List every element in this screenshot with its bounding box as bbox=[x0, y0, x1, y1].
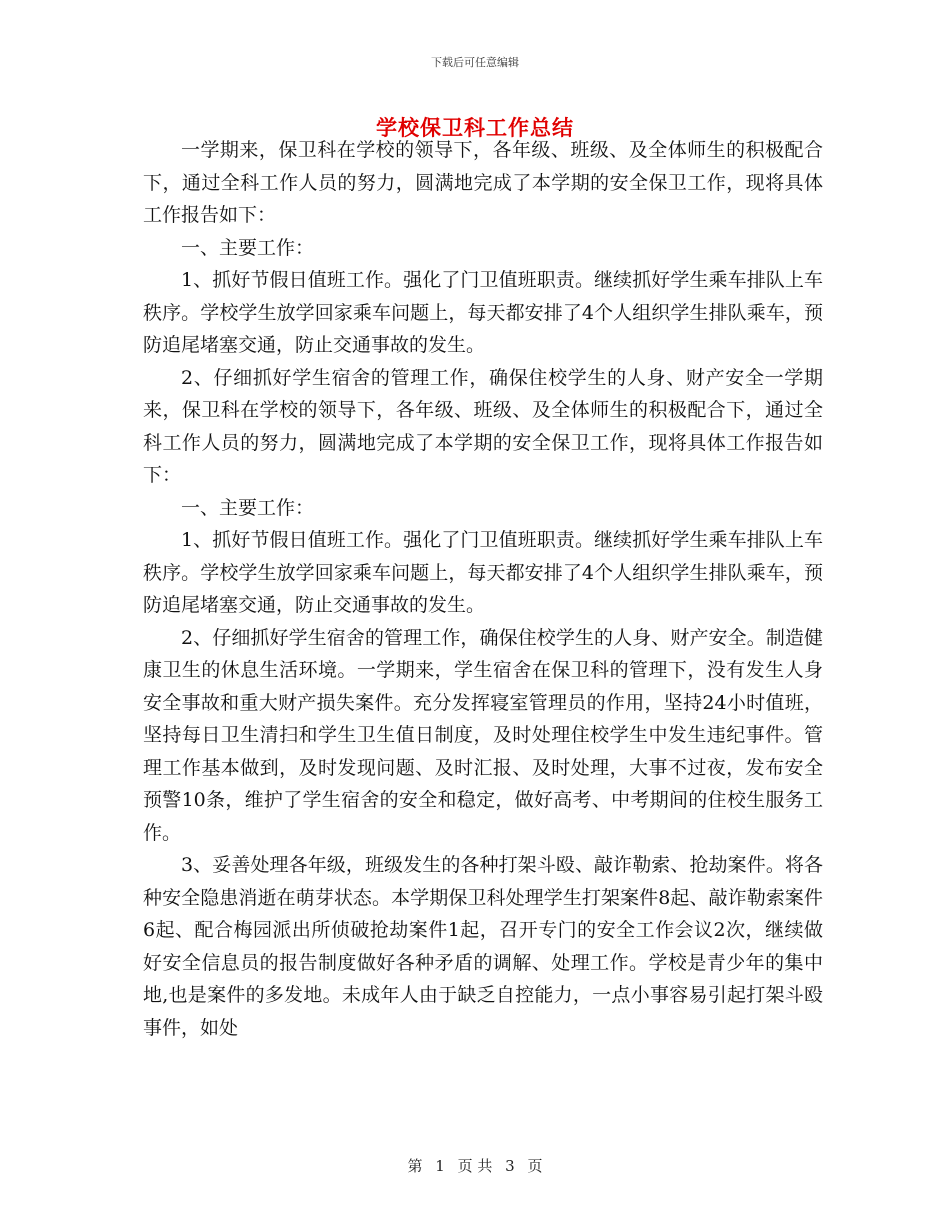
paragraph-item-3-cases: 3、妥善处理各年级，班级发生的各种打架斗殴、敲诈勒索、抢劫案件。将各种安全隐患消逝在萌芽状态。本学期保卫科处理学生打架案件8起、敲诈勒索案件6起、配合梅园派出所侦破抢劫案件1起，召开专门的安全工作会议2次，继续做好安全信息员的报告制度做好各种矛盾的调解、处理工作。学校是青少年的集中地,也是案件的多发地。未成年人由于缺乏自控能力，一点小事容易引起打架斗殴事件，如处 bbox=[143, 854, 823, 1039]
footer-middle: 页 共 bbox=[457, 1157, 493, 1175]
footer-prefix: 第 bbox=[407, 1157, 423, 1175]
page-footer bbox=[0, 1155, 950, 1176]
paragraph-item-2-dormitory: 2、仔细抓好学生宿舍的管理工作，确保住校学生的人身、财产安全。制造健康卫生的休息生活环境。一学期来，学生宿舍在保卫科的管理下，没有发生人身安全事故和重大财产损失案件。充分发挥寝室管理员的作用，坚持24小时值班，坚持每日卫生清扫和学生卫生值日制度，及时处理住校学生中发生违纪事件。管理工作基本做到，及时发现问题、及时汇报、及时处理，大事不过夜，发布安全预警10条，维护了学生宿舍的安全和稳定，做好高考、中考期间的住校生服务工作。 bbox=[143, 626, 823, 844]
paragraph-section-heading: 一、主要工作： bbox=[181, 236, 315, 259]
footer-total-pages: 3 bbox=[505, 1157, 515, 1175]
document-title: 学校保卫科工作总结 bbox=[376, 115, 574, 140]
document-body bbox=[143, 134, 823, 1044]
page-header-note: 下载后可任意编辑 bbox=[431, 56, 519, 69]
paragraph-item-1-repeat: 1、抓好节假日值班工作。强化了门卫值班职责。继续抓好学生乘车排队上车秩序。学校学生放学回家乘车问题上，每天都安排了4个人组织学生排队乘车，预防追尾堵塞交通，防止交通事故的发生。 bbox=[143, 529, 823, 616]
paragraph-section-heading-repeat: 一、主要工作： bbox=[181, 496, 315, 519]
paragraph-item-1: 1、抓好节假日值班工作。强化了门卫值班职责。继续抓好学生乘车排队上车秩序。学校学生放学回家乘车问题上，每天都安排了4个人组织学生排队乘车，预防追尾堵塞交通，防止交通事故的发生。 bbox=[143, 269, 823, 356]
paragraph-item-2: 2、仔细抓好学生宿舍的管理工作，确保住校学生的人身、财产安全一学期来，保卫科在学校的领导下，各年级、班级、及全体师生的积极配合下，通过全科工作人员的努力，圆满地完成了本学期的安全保卫工作，现将具体工作报告如下： bbox=[143, 366, 823, 486]
footer-page-number: 1 bbox=[435, 1157, 445, 1175]
footer-suffix: 页 bbox=[527, 1157, 543, 1175]
paragraph-intro: 一学期来，保卫科在学校的领导下，各年级、班级、及全体师生的积极配合下，通过全科工作人员的努力，圆满地完成了本学期的安全保卫工作，现将具体工作报告如下： bbox=[143, 139, 823, 226]
